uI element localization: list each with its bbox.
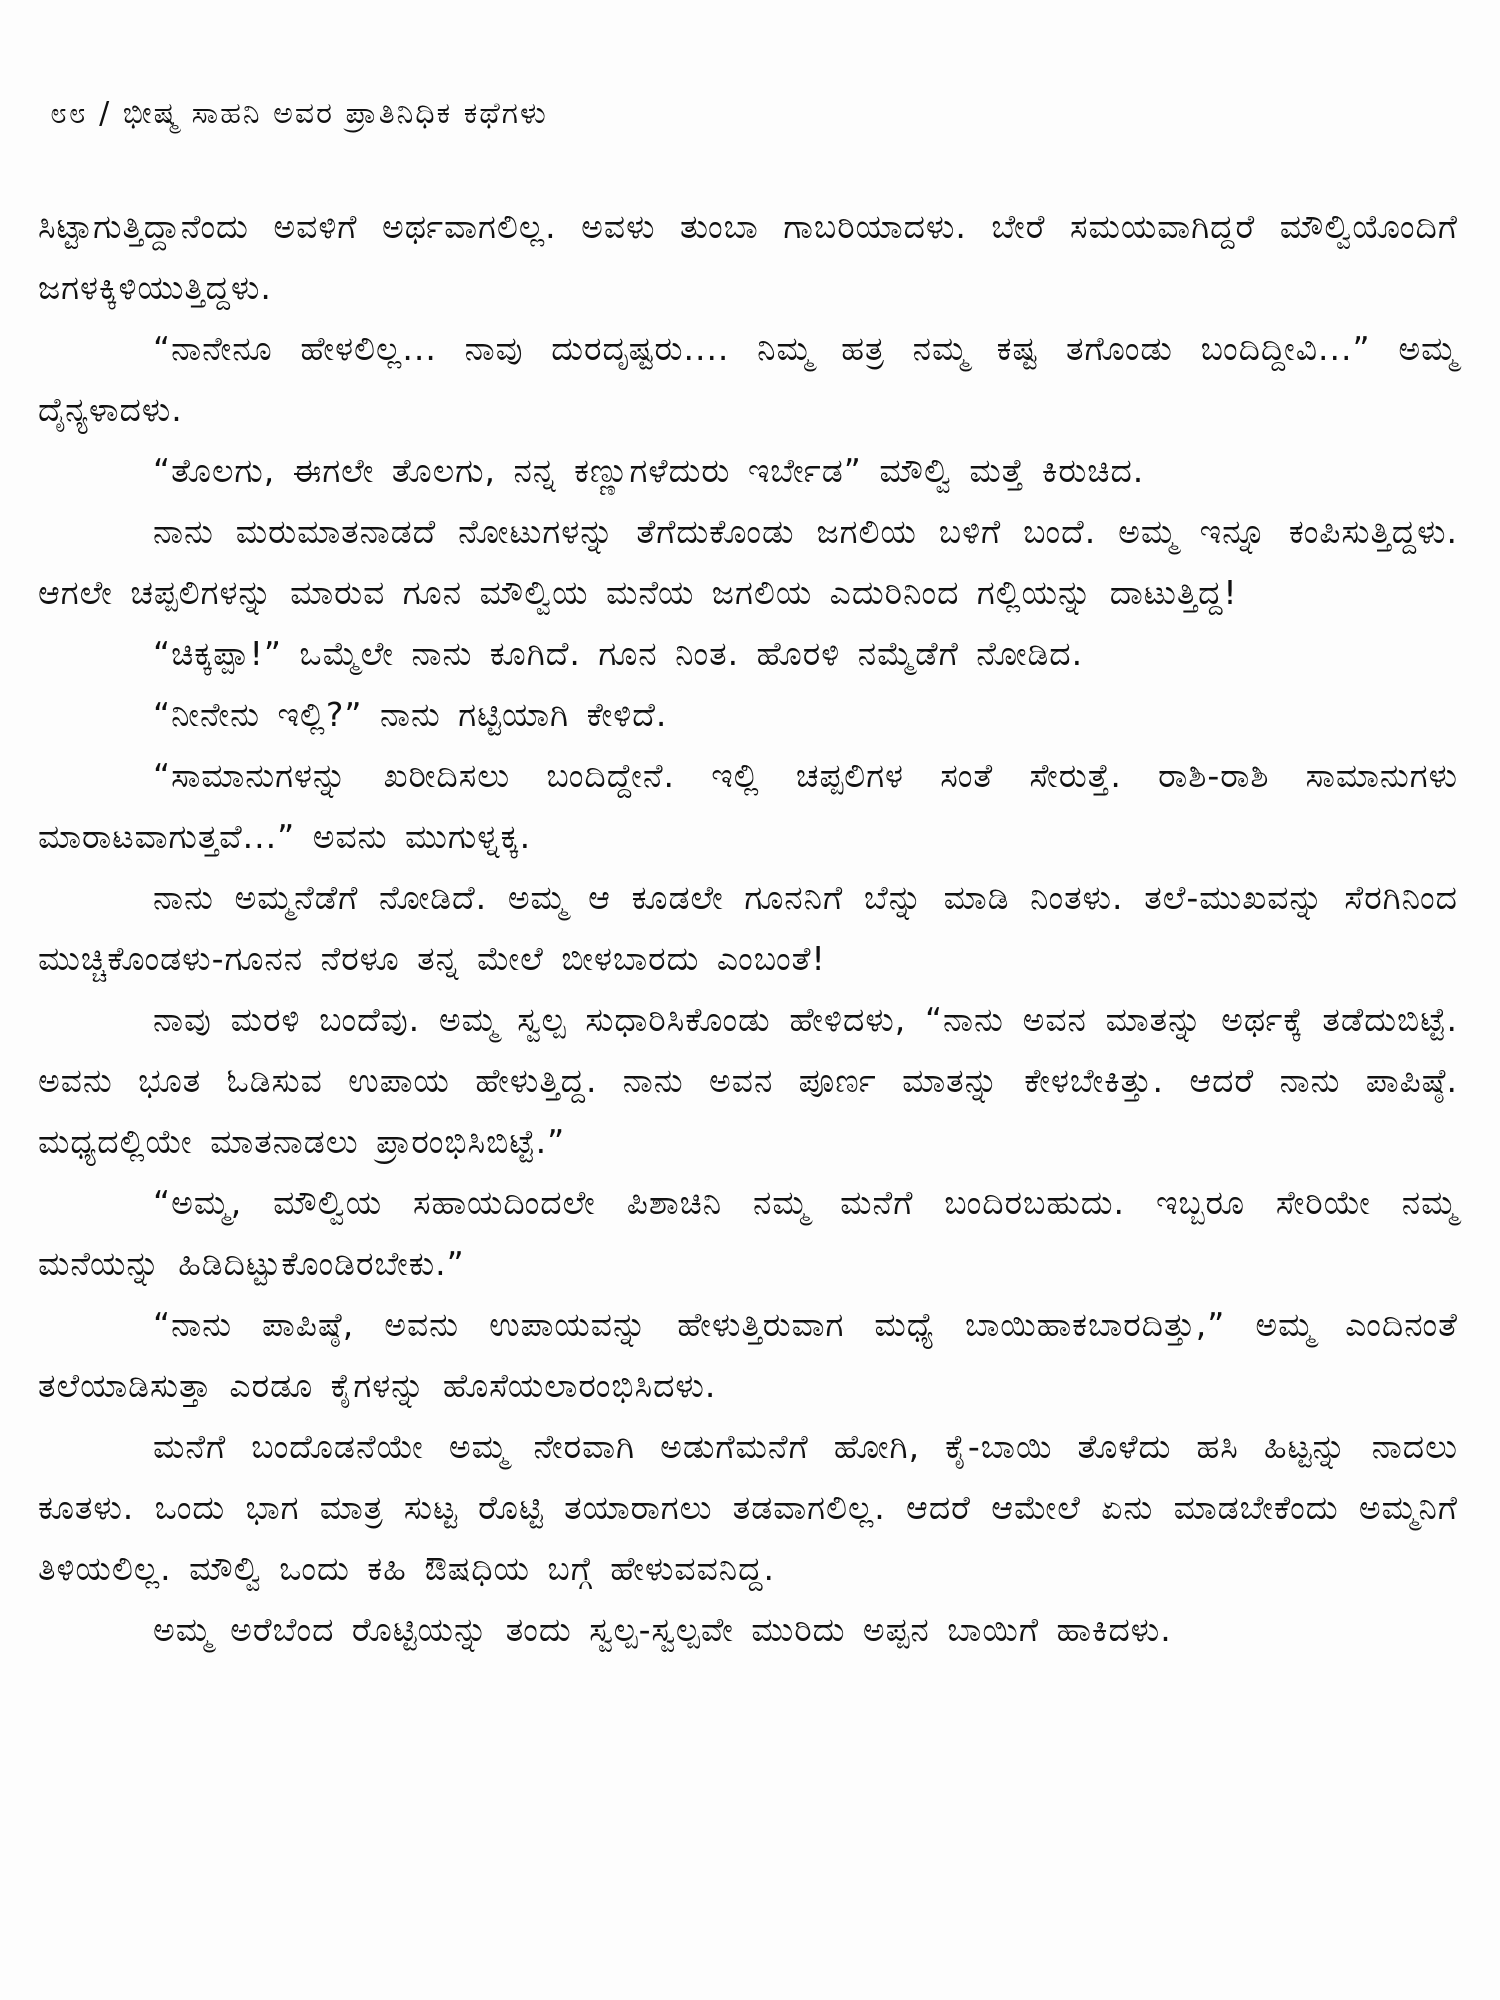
paragraph: ಮನೆಗೆ ಬಂದೊಡನೆಯೇ ಅಮ್ಮ ನೇರವಾಗಿ ಅಡುಗೆಮನೆಗೆ ಹೋಗಿ, ಕೈ-ಬಾಯಿ ತೊಳೆದು ಹಸಿ ಹಿಟ್ಟನ್ನು ನಾದಲು ಕೂತಳು. ಒಂದು ಭಾಗ ಮಾತ್ರ ಸುಟ್ಟ ರೊಟ್ಟಿ ತಯಾರಾಗಲು ತಡವಾಗಲಿಲ್ಲ. ಆದರೆ ಆಮೇಲೆ ಏನು ಮಾಡಬೇಕೆಂದು ಅಮ್ಮನಿಗೆ ತಿಳಿಯಲಿಲ್ಲ. ಮೌಲ್ವಿ ಒಂದು ಕಹಿ ಔಷಧಿಯ ಬಗ್ಗೆ ಹೇಳುವವನಿದ್ದ. — [38, 1427, 1458, 1588]
paragraph: “ಸಾಮಾನುಗಳನ್ನು ಖರೀದಿಸಲು ಬಂದಿದ್ದೇನೆ. ಇಲ್ಲಿ ಚಪ್ಪಲಿಗಳ ಸಂತೆ ಸೇರುತ್ತೆ. ರಾಶಿ-ರಾಶಿ ಸಾಮಾನುಗಳು ಮಾರಾಟವಾಗುತ್ತವೆ...” ಅವನು ಮುಗುಳ್ನಕ್ಕ. — [38, 756, 1458, 856]
paragraph: ನಾವು ಮರಳಿ ಬಂದೆವು. ಅಮ್ಮ ಸ್ವಲ್ಪ ಸುಧಾರಿಸಿಕೊಂಡು ಹೇಳಿದಳು, “ನಾನು ಅವನ ಮಾತನ್ನು ಅರ್ಥಕ್ಕೆ ತಡೆದುಬಿಟ್ಟೆ. ಅವನು ಭೂತ ಓಡಿಸುವ ಉಪಾಯ ಹೇಳುತ್ತಿದ್ದ. ನಾನು ಅವನ ಪೂರ್ಣ ಮಾತನ್ನು ಕೇಳಬೇಕಿತ್ತು. ಆದರೆ ನಾನು ಪಾಪಿಷ್ಠೆ. ಮಧ್ಯದಲ್ಲಿಯೇ ಮಾತನಾಡಲು ಪ್ರಾರಂಭಿಸಿಬಿಟ್ಟೆ.” — [38, 1000, 1458, 1161]
paragraph: “ನಾನು ಪಾಪಿಷ್ಠೆ, ಅವನು ಉಪಾಯವನ್ನು ಹೇಳುತ್ತಿರುವಾಗ ಮಧ್ಯೆ ಬಾಯಿಹಾಕಬಾರದಿತ್ತು,” ಅಮ್ಮ ಎಂದಿನಂತೆ ತಲೆಯಾಡಿಸುತ್ತಾ ಎರಡೂ ಕೈಗಳನ್ನು ಹೊಸೆಯಲಾರಂಭಿಸಿದಳು. — [38, 1305, 1458, 1405]
body-text — [38, 196, 1458, 1660]
paragraph: “ತೊಲಗು, ಈಗಲೇ ತೊಲಗು, ನನ್ನ ಕಣ್ಣುಗಳೆದುರು ಇರ್ಬೇಡ” ಮೌಲ್ವಿ ಮತ್ತೆ ಕಿರುಚಿದ. — [153, 451, 1145, 490]
paragraph: ಸಿಟ್ಟಾಗುತ್ತಿದ್ದಾನೆಂದು ಅವಳಿಗೆ ಅರ್ಥವಾಗಲಿಲ್ಲ. ಅವಳು ತುಂಬಾ ಗಾಬರಿಯಾದಳು. ಬೇರೆ ಸಮಯವಾಗಿದ್ದರೆ ಮೌಲ್ವಿಯೊಂದಿಗೆ ಜಗಳಕ್ಕಿಳಿಯುತ್ತಿದ್ದಳು. — [38, 207, 1458, 307]
running-header: ೮೮ / ಭೀಷ್ಮ ಸಾಹನಿ ಅವರ ಪ್ರಾತಿನಿಧಿಕ ಕಥೆಗಳು — [50, 96, 548, 131]
paragraph: ನಾನು ಅಮ್ಮನೆಡೆಗೆ ನೋಡಿದೆ. ಅಮ್ಮ ಆ ಕೂಡಲೇ ಗೂನನಿಗೆ ಬೆನ್ನು ಮಾಡಿ ನಿಂತಳು. ತಲೆ-ಮುಖವನ್ನು ಸೆರಗಿನಿಂದ ಮುಚ್ಚಿಕೊಂಡಳು-ಗೂನನ ನೆರಳೂ ತನ್ನ ಮೇಲೆ ಬೀಳಬಾರದು ಎಂಬಂತೆ! — [38, 878, 1458, 978]
paragraph: “ನೀನೇನು ಇಲ್ಲಿ?” ನಾನು ಗಟ್ಟಿಯಾಗಿ ಕೇಳಿದೆ. — [153, 695, 668, 734]
paragraph: ಅಮ್ಮ ಅರೆಬೆಂದ ರೊಟ್ಟಿಯನ್ನು ತಂದು ಸ್ವಲ್ಪ-ಸ್ವಲ್ಪವೇ ಮುರಿದು ಅಪ್ಪನ ಬಾಯಿಗೆ ಹಾಕಿದಳು. — [153, 1610, 1172, 1649]
paragraph: ನಾನು ಮರುಮಾತನಾಡದೆ ನೋಟುಗಳನ್ನು ತೆಗೆದುಕೊಂಡು ಜಗಲಿಯ ಬಳಿಗೆ ಬಂದೆ. ಅಮ್ಮ ಇನ್ನೂ ಕಂಪಿಸುತ್ತಿದ್ದಳು. ಆಗಲೇ ಚಪ್ಪಲಿಗಳನ್ನು ಮಾರುವ ಗೂನ ಮೌಲ್ವಿಯ ಮನೆಯ ಜಗಲಿಯ ಎದುರಿನಿಂದ ಗಲ್ಲಿಯನ್ನು ದಾಟುತ್ತಿದ್ದ! — [38, 512, 1458, 612]
paragraph: “ಅಮ್ಮ, ಮೌಲ್ವಿಯ ಸಹಾಯದಿಂದಲೇ ಪಿಶಾಚಿನಿ ನಮ್ಮ ಮನೆಗೆ ಬಂದಿರಬಹುದು. ಇಬ್ಬರೂ ಸೇರಿಯೇ ನಮ್ಮ ಮನೆಯನ್ನು ಹಿಡಿದಿಟ್ಟುಕೊಂಡಿರಬೇಕು.” — [38, 1183, 1458, 1283]
paragraph: “ನಾನೇನೂ ಹೇಳಲಿಲ್ಲ... ನಾವು ದುರದೃಷ್ಟರು.... ನಿಮ್ಮ ಹತ್ರ ನಮ್ಮ ಕಷ್ಟ ತಗೊಂಡು ಬಂದಿದ್ದೀವಿ...” ಅಮ್ಮ ದೈನ್ಯಳಾದಳು. — [38, 329, 1458, 429]
paragraph: “ಚಿಕ್ಕಪ್ಪಾ!” ಒಮ್ಮೆಲೇ ನಾನು ಕೂಗಿದೆ. ಗೂನ ನಿಂತ. ಹೊರಳಿ ನಮ್ಮೆಡೆಗೆ ನೋಡಿದ. — [153, 634, 1084, 673]
